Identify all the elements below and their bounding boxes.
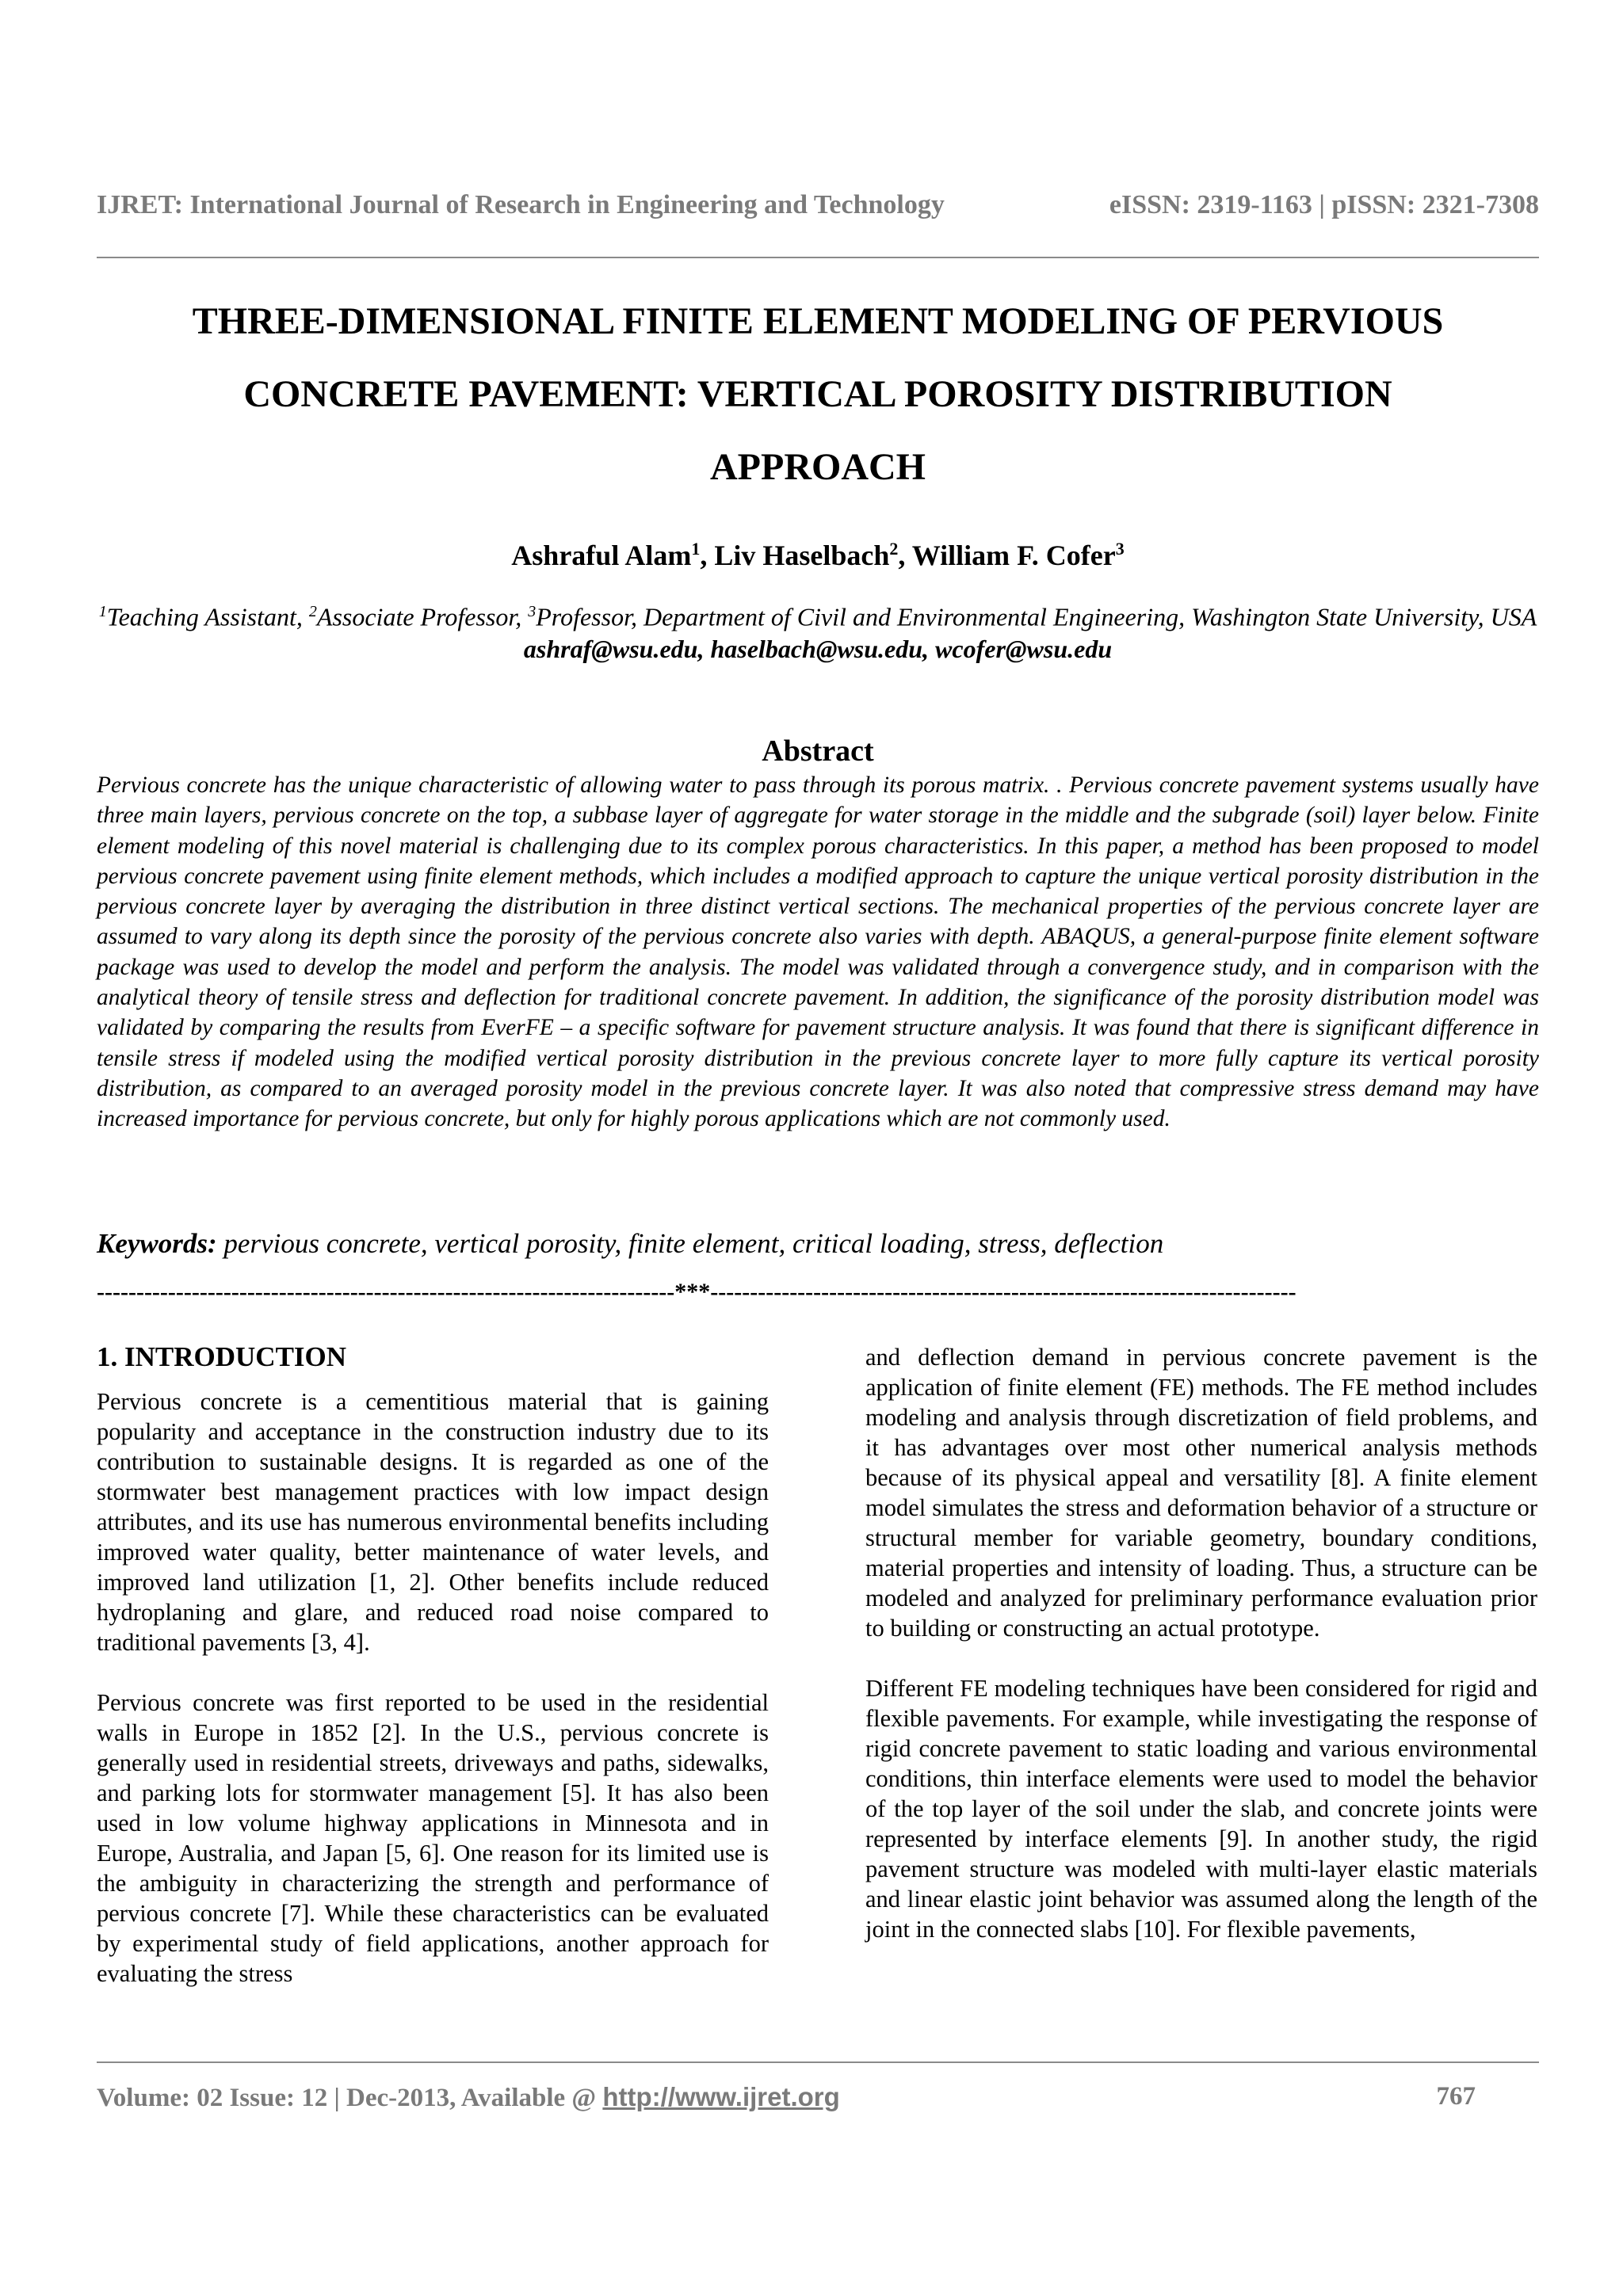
keywords-list: pervious concrete, vertical porosity, finite element, critical loading, stress, deflection: [216, 1228, 1164, 1259]
affil-mark-2: 2: [308, 603, 317, 620]
author-separator: ,: [898, 540, 912, 571]
author-2-affil: 2: [889, 539, 899, 559]
author-emails: ashraf@wsu.edu, haselbach@wsu.edu, wcofer@wsu.edu: [523, 634, 1113, 663]
volume-info: Volume: 02 Issue: 12 | Dec-2013, Available @: [97, 2084, 603, 2112]
section-divider: -------------------------------------------------------------------------***--------------------------------------------------------------------------: [97, 1279, 1296, 1305]
page-number: 767: [1436, 2082, 1476, 2111]
left-column: [97, 1342, 769, 2019]
author-list: [97, 539, 1539, 572]
author-1-affil: 1: [691, 539, 701, 559]
footer-rule: [97, 2061, 1539, 2063]
author-3-affil: 3: [1115, 539, 1125, 559]
author-3: William F. Cofer: [911, 540, 1116, 571]
keywords: [97, 1228, 1539, 1260]
author-separator: ,: [700, 540, 715, 571]
title-line-3: APPROACH: [710, 446, 926, 488]
paragraph: and deflection demand in pervious concrete pavement is the application of finite element (FE) methods. The FE method includes modeling and analysis through discretization of field problems, and it has advantages over most other numerical analysis methods because of its physical appeal and versatility [8]. A finite element model simulates the stress and deformation behavior of a structure or structural member for variable geometry, boundary conditions, material properties and intensity of loading. Thus, a structure can be modeled and analyzed for preliminary performance evaluation prior to building or constructing an actual prototype.: [865, 1344, 1537, 1642]
paragraph: Pervious concrete is a cementitious material that is gaining popularity and acceptance in the construction industry due to its contribution to sustainable designs. It is regarded as one of the stormwater best management practices with low impact design attributes, and its use has numerous environmental benefits including improved water quality, better maintenance of water levels, and improved land utilization [1, 2]. Other benefits include reduced hydroplaning and glare, and reduced road noise compared to traditional pavements [3, 4].: [97, 1388, 769, 1656]
title-line-2: CONCRETE PAVEMENT: VERTICAL POROSITY DISTRIBUTION: [243, 373, 1392, 415]
affil-3: Professor, Department of Civil and Environmental Engineering, Washington State University, USA: [536, 602, 1537, 631]
running-header: [97, 190, 1539, 220]
abstract-body: Pervious concrete has the unique characteristic of allowing water to pass through its porous matrix. . Pervious concrete pavement systems usually have three main layers, pervious concrete on the top, a subbase layer of aggregate for water storage in the middle and the subgrade (soil) layer below. Finite element modeling of this novel material is challenging due to its complex porous characteristics. In this paper, a method has been proposed to model pervious concrete pavement using finite element methods, which includes a modified approach to capture the unique vertical porosity distribution in the pervious concrete layer by averaging the distribution in three distinct vertical sections. The mechanical properties of the pervious concrete layer are assumed to vary along its depth since the porosity of the pervious concrete also varies with depth. ABAQUS, a general-purpose finite element software package was used to develop the model and perform the analysis. The model was validated through a convergence study, and in comparison with the analytical theory of tensile stress and deflection for traditional concrete pavement. In addition, the significance of the porosity distribution model was validated by comparing the results from EverFE – a specific software for pavement structure analysis. It was found that there is significant difference in tensile stress if modeled using the modified vertical porosity distribution in the previous concrete layer to more fully capture its vertical porosity distribution, as compared to an averaged porosity model in the previous concrete layer. It was also noted that compressive stress demand may have increased importance for pervious concrete, but only for highly porous applications which are not commonly used.: [97, 772, 1539, 1132]
footer-volume: [97, 2082, 840, 2113]
right-column: [865, 1342, 1537, 1974]
paragraph: Pervious concrete was first reported to be used in the residential walls in Europe in 1852 [2]. In the U.S., pervious concrete is generally used in residential streets, driveways and paths, sidewalks, and parking lots for stormwater management [5]. It has also been used in low volume highway applications in Minnesota and in Europe, Australia, and Japan [5, 6]. One reason for its limited use is the ambiguity in characterizing the strength and performance of pervious concrete [7]. While these characteristics can be evaluated by experimental study of field applications, another approach for evaluating the stress: [97, 1689, 769, 1987]
author-2: Liv Haselbach: [714, 540, 890, 571]
title-line-1: THREE-DIMENSIONAL FINITE ELEMENT MODELING OF PERVIOUS: [192, 300, 1444, 342]
affiliation-text: [97, 596, 1539, 633]
author-1: Ashraful Alam: [511, 540, 692, 571]
paragraph: Different FE modeling techniques have been considered for rigid and flexible pavements. For example, while investigating the response of rigid concrete pavement to static loading and various environmental conditions, thin interface elements were used to model the behavior of the top layer of the soil under the slab, and concrete joints were represented by interface elements [9]. In another study, the rigid pavement structure was modeled with multi-layer elastic materials and linear elastic joint behavior was assumed along the length of the joint in the connected slabs [10]. For flexible pavements,: [865, 1675, 1537, 1943]
issn: eISSN: 2319-1163 | pISSN: 2321-7308: [1109, 190, 1539, 219]
journal-link[interactable]: http://www.ijret.org: [602, 2082, 840, 2111]
keywords-label: Keywords:: [97, 1228, 217, 1259]
section-heading-introduction: 1. INTRODUCTION: [97, 1341, 347, 1372]
paper-title: [97, 285, 1539, 504]
affil-mark-1: 1: [98, 603, 107, 620]
affiliations: [97, 596, 1539, 665]
abstract-heading: Abstract: [762, 734, 874, 768]
affil-mark-3: 3: [528, 603, 537, 620]
header-rule: [97, 257, 1539, 258]
affil-1: Teaching Assistant,: [106, 602, 309, 631]
affil-2: Associate Professor,: [316, 602, 529, 631]
running-footer: [97, 2082, 1476, 2113]
journal-name: IJRET: International Journal of Research in Engineering and Technology: [97, 190, 945, 219]
